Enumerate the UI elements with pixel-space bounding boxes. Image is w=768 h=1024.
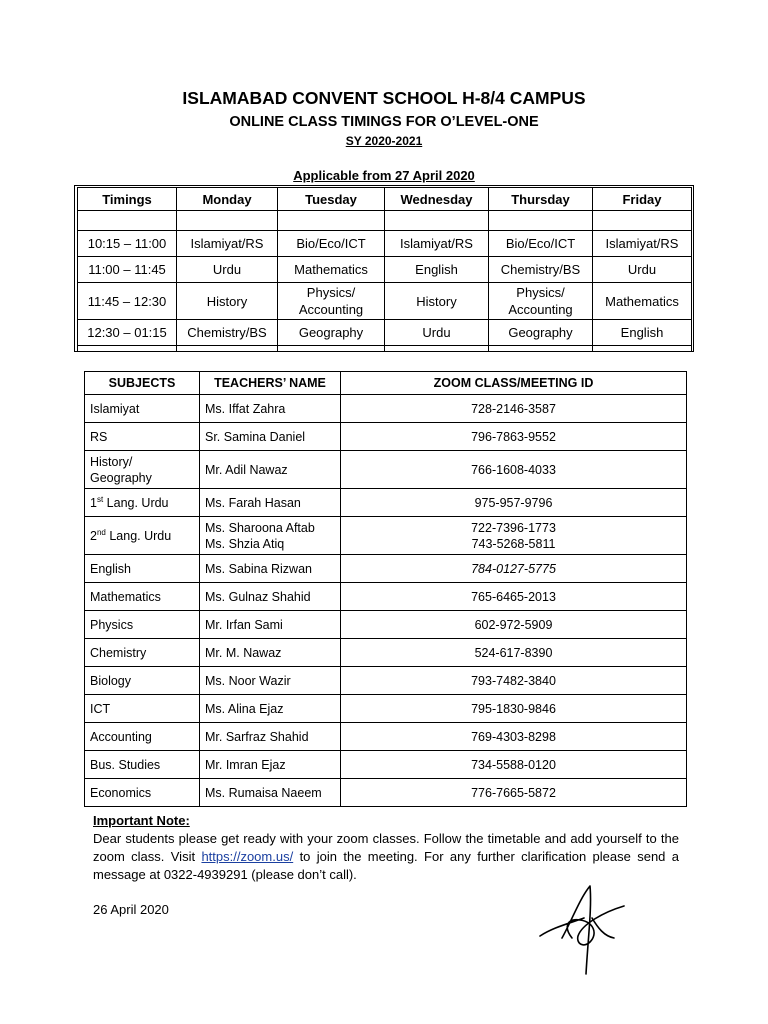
session-year: SY 2020-2021 xyxy=(345,134,423,148)
table-row xyxy=(85,583,687,611)
subject-number: 1 xyxy=(90,495,97,510)
subject xyxy=(85,517,200,555)
tt-time: 11:45 – 12:30 xyxy=(78,283,177,320)
tt-header-monday: Monday xyxy=(177,188,278,211)
tt-cell: English xyxy=(593,320,692,346)
zoom-id: 524-617-8390 xyxy=(341,639,687,667)
table-row xyxy=(78,283,692,320)
timetable-frame xyxy=(74,185,694,352)
tt-header-friday: Friday xyxy=(593,188,692,211)
tt-cell: Islamiyat/RS xyxy=(385,231,489,257)
tt-time: 11:00 – 11:45 xyxy=(78,257,177,283)
teachers-table xyxy=(84,371,687,807)
table-row xyxy=(85,517,687,555)
teacher-name: Mr. Adil Nawaz xyxy=(200,451,341,489)
tt-time: 12:30 – 01:15 xyxy=(78,320,177,346)
teacher-name: Ms. Iffat Zahra xyxy=(200,395,341,423)
teacher-name: Ms. Alina Ejaz xyxy=(200,695,341,723)
tt-cell: Geography xyxy=(278,320,385,346)
zoom-id xyxy=(341,517,687,555)
applicable-date: Applicable from 27 April 2020 xyxy=(293,168,475,183)
tt-cell: Mathematics xyxy=(278,257,385,283)
tt-cell: Islamiyat/RS xyxy=(177,231,278,257)
subject: ICT xyxy=(85,695,200,723)
subject: RS xyxy=(85,423,200,451)
zoom-link[interactable]: https://zoom.us/ xyxy=(201,849,294,864)
table-row xyxy=(85,611,687,639)
tt-cell: Urdu xyxy=(177,257,278,283)
zoom-id: 776-7665-5872 xyxy=(341,779,687,807)
subject: Biology xyxy=(85,667,200,695)
zoom-id-1: 722-7396-1773 xyxy=(471,520,556,535)
tt-tail-row xyxy=(78,346,692,352)
tt-header-timings: Timings xyxy=(78,188,177,211)
zoom-id: 766-1608-4033 xyxy=(341,451,687,489)
teacher-name: Ms. Gulnaz Shahid xyxy=(200,583,341,611)
subject: Bus. Studies xyxy=(85,751,200,779)
tt-cell: Bio/Eco/ICT xyxy=(278,231,385,257)
tt-cell: Physics/ Accounting xyxy=(489,283,593,320)
th-zoom-id: ZOOM CLASS/MEETING ID xyxy=(341,372,687,395)
table-row xyxy=(85,639,687,667)
teacher-name: Ms. Noor Wazir xyxy=(200,667,341,695)
tt-header-wednesday: Wednesday xyxy=(385,188,489,211)
table-row xyxy=(85,723,687,751)
zoom-id: 796-7863-9552 xyxy=(341,423,687,451)
subject-ordinal: nd xyxy=(96,527,106,537)
subject: English xyxy=(85,555,200,583)
subject-rest: Lang. Urdu xyxy=(103,495,169,510)
subject: Islamiyat xyxy=(85,395,200,423)
zoom-id-2: 743-5268-5811 xyxy=(471,536,556,551)
subject: Economics xyxy=(85,779,200,807)
note-date: 26 April 2020 xyxy=(93,902,169,917)
tt-cell: Chemistry/BS xyxy=(489,257,593,283)
subject-rest: Lang. Urdu xyxy=(105,528,172,543)
signature xyxy=(532,878,642,978)
zoom-id: 602-972-5909 xyxy=(341,611,687,639)
zoom-id: 769-4303-8298 xyxy=(341,723,687,751)
zoom-id: 765-6465-2013 xyxy=(341,583,687,611)
th-teachers-name: TEACHERS’ NAME xyxy=(200,372,341,395)
subject: Mathematics xyxy=(85,583,200,611)
table-row xyxy=(85,489,687,517)
tt-cell: Chemistry/BS xyxy=(177,320,278,346)
timetable xyxy=(77,187,692,351)
zoom-id: 784-0127-5775 xyxy=(341,555,687,583)
teacher-name: Ms. Rumaisa Naeem xyxy=(200,779,341,807)
note-text-before: Dear students please get ready with your zoom classes. Follow the timetable and add yourself to the zoom class. Visit xyxy=(93,831,679,864)
teacher-name: Ms. Sabina Rizwan xyxy=(200,555,341,583)
teacher-name xyxy=(200,517,341,555)
teacher-name: Ms. Farah Hasan xyxy=(200,489,341,517)
tt-cell: Geography xyxy=(489,320,593,346)
zoom-id: 734-5588-0120 xyxy=(341,751,687,779)
tt-cell: Physics/ Accounting xyxy=(278,283,385,320)
teacher-name-2: Ms. Shzia Atiq xyxy=(205,536,285,551)
tt-time: 10:15 – 11:00 xyxy=(78,231,177,257)
tt-cell: Urdu xyxy=(593,257,692,283)
table-row xyxy=(78,257,692,283)
zoom-id: 975-957-9796 xyxy=(341,489,687,517)
teacher-name: Mr. Irfan Sami xyxy=(200,611,341,639)
zoom-id: 728-2146-3587 xyxy=(341,395,687,423)
table-row xyxy=(85,667,687,695)
tt-cell: Islamiyat/RS xyxy=(593,231,692,257)
subject-ordinal: st xyxy=(96,494,104,504)
tt-cell: History xyxy=(177,283,278,320)
subject: Chemistry xyxy=(85,639,200,667)
table-row xyxy=(85,423,687,451)
zoom-id: 795-1830-9846 xyxy=(341,695,687,723)
subject: History/ Geography xyxy=(85,451,200,489)
tt-cell: History xyxy=(385,283,489,320)
tt-cell: Bio/Eco/ICT xyxy=(489,231,593,257)
important-note-heading: Important Note: xyxy=(93,813,190,828)
school-title: ISLAMABAD CONVENT SCHOOL H-8/4 CAMPUS xyxy=(182,88,586,108)
subject: Accounting xyxy=(85,723,200,751)
subject-number: 2 xyxy=(90,528,97,543)
table-row xyxy=(85,695,687,723)
teacher-name-1: Ms. Sharoona Aftab xyxy=(205,520,315,535)
important-note-text xyxy=(93,830,679,884)
note-text-after: to join the meeting. For any further clarification please send a message at 0322-4939291 (please don’t call). xyxy=(93,849,679,882)
tt-cell: English xyxy=(385,257,489,283)
zoom-id: 793-7482-3840 xyxy=(341,667,687,695)
th-subjects: SUBJECTS xyxy=(85,372,200,395)
tt-cell: Urdu xyxy=(385,320,489,346)
teacher-name: Sr. Samina Daniel xyxy=(200,423,341,451)
table-row xyxy=(85,395,687,423)
tt-header-tuesday: Tuesday xyxy=(278,188,385,211)
teacher-name: Mr. Imran Ejaz xyxy=(200,751,341,779)
table-row xyxy=(85,555,687,583)
tt-blank-row xyxy=(78,211,692,231)
tt-header-thursday: Thursday xyxy=(489,188,593,211)
table-row xyxy=(78,320,692,346)
timings-title: ONLINE CLASS TIMINGS FOR O’LEVEL-ONE xyxy=(229,114,539,130)
subject xyxy=(85,489,200,517)
tt-cell: Mathematics xyxy=(593,283,692,320)
table-row xyxy=(78,231,692,257)
table-row xyxy=(85,451,687,489)
teacher-name: Mr. M. Nawaz xyxy=(200,639,341,667)
table-row xyxy=(85,751,687,779)
teacher-name: Mr. Sarfraz Shahid xyxy=(200,723,341,751)
subject: Physics xyxy=(85,611,200,639)
table-row xyxy=(85,779,687,807)
